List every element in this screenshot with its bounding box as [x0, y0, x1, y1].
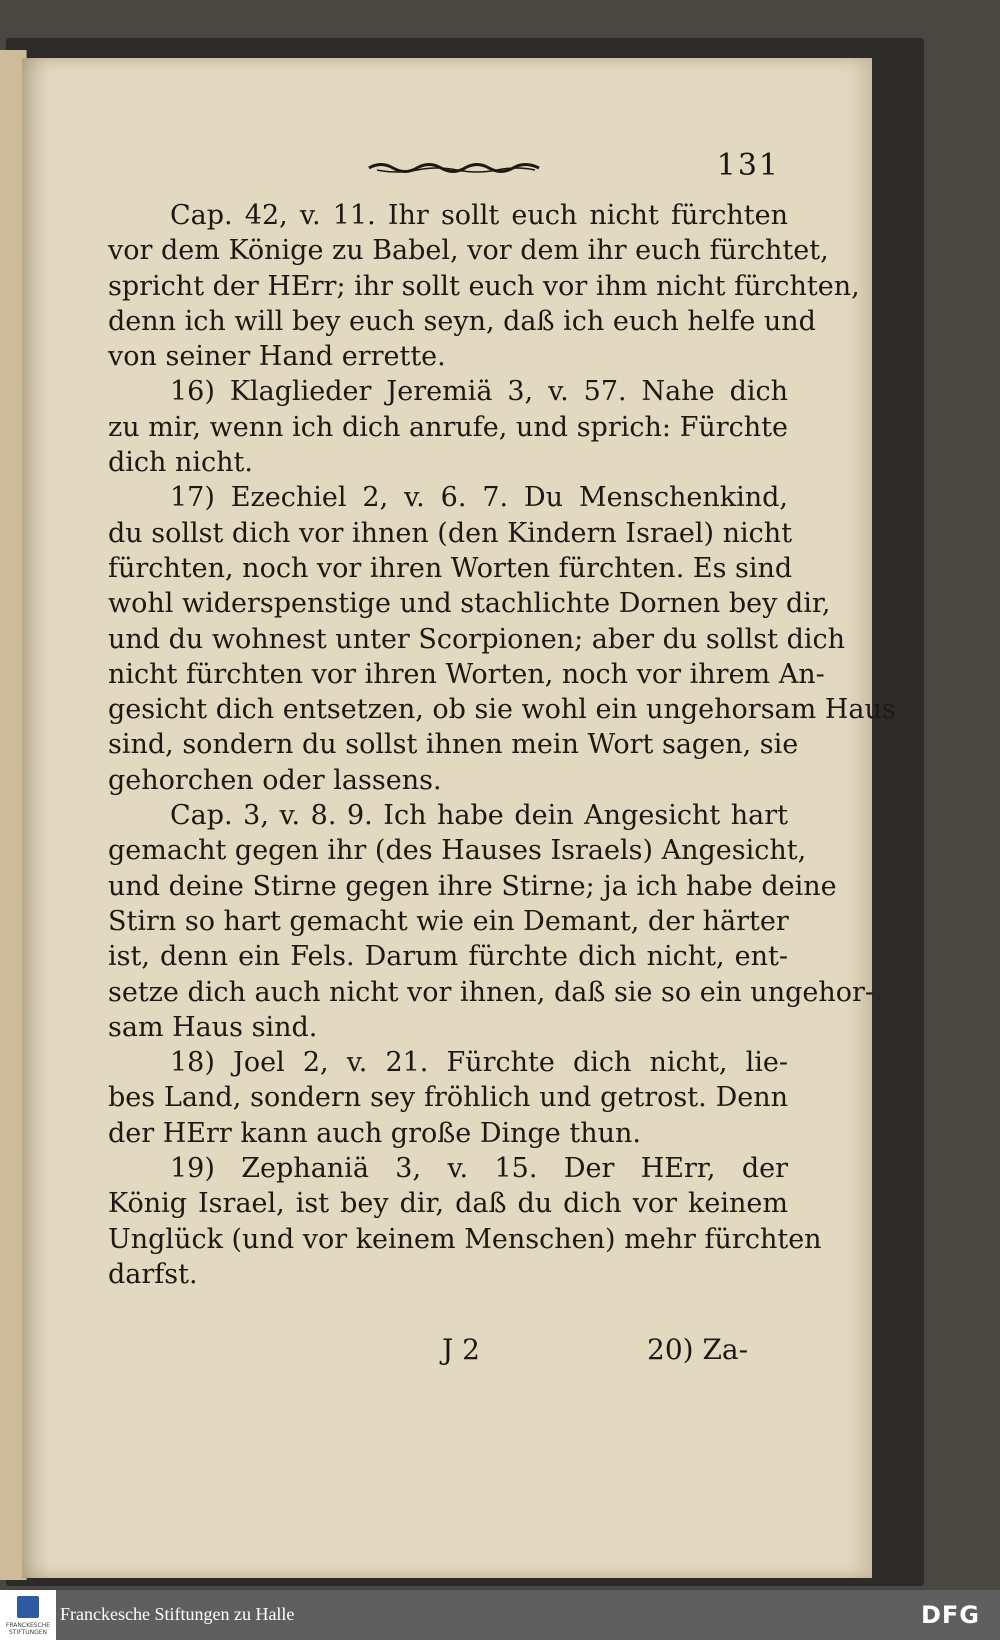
text-line: dich nicht. — [108, 447, 253, 479]
text-line: Unglück (und vor keinem Menschen) mehr fürchten — [108, 1223, 822, 1255]
funder-logo[interactable]: DFG — [920, 1601, 980, 1629]
text-line: König Israel, ist bey dir, daß du dich vor keinem — [108, 1188, 788, 1220]
text-line: du sollst dich vor ihnen (den Kindern Israel) nicht — [108, 517, 793, 549]
logo-icon — [17, 1596, 39, 1618]
text-line: gehorchen oder lassens. — [108, 764, 442, 796]
text-line: wohl widerspenstige und stachlichte Dornen bey dir, — [108, 588, 831, 620]
logo-text: FRANCKESCHE STIFTUNGEN — [5, 1622, 51, 1636]
text-line: gemacht gegen ihr (des Hauses Israels) Angesicht, — [108, 835, 807, 867]
text-line: bes Land, sondern sey fröhlich und getrost. Denn — [108, 1082, 788, 1114]
text-line: sam Haus sind. — [108, 1011, 318, 1043]
text-line: nicht fürchten vor ihren Worten, noch vor ihrem An- — [108, 658, 825, 690]
text-line: 18) Joel 2, v. 21. Fürchte dich nicht, lie- — [170, 1047, 788, 1079]
text-line: fürchten, noch vor ihren Worten fürchten. Es sind — [108, 552, 793, 584]
text-line: setze dich auch nicht vor ihnen, daß sie so ein ungehor- — [108, 976, 875, 1008]
catchword: 20) Za- — [647, 1333, 749, 1366]
page-number: 131 — [716, 148, 780, 183]
text-line: gesicht dich entsetzen, ob sie wohl ein ungehorsam Haus — [108, 694, 896, 726]
text-line: und du wohnest unter Scorpionen; aber du sollst dich — [108, 623, 846, 655]
text-line: 16) Klaglieder Jeremiä 3, v. 57. Nahe dich — [170, 376, 788, 408]
text-line: vor dem Könige zu Babel, vor dem ihr euch fürchtet, — [108, 235, 829, 267]
text-line: sind, sondern du sollst ihnen mein Wort sagen, sie — [108, 729, 799, 761]
text-line: der HErr kann auch große Dinge thun. — [108, 1117, 641, 1149]
page-fold-shadow — [22, 58, 50, 1578]
text-line: Cap. 42, v. 11. Ihr sollt euch nicht fürchten — [170, 200, 788, 231]
header-ornament — [367, 158, 542, 176]
page-text — [108, 198, 896, 1292]
text-line: zu mir, wenn ich dich anrufe, und sprich: Fürchte — [108, 411, 788, 443]
text-line: von seiner Hand errette. — [108, 341, 446, 373]
institution-logo[interactable] — [0, 1590, 56, 1640]
text-line: spricht der HErr; ihr sollt euch vor ihm nicht fürchten, — [108, 270, 860, 302]
text-line: darfst. — [108, 1258, 198, 1290]
text-line: 17) Ezechiel 2, v. 6. 7. Du Menschenkind, — [170, 482, 788, 514]
text-line: denn ich will bey euch seyn, daß ich euch helfe und — [108, 305, 816, 337]
text-line: Stirn so hart gemacht wie ein Demant, der härter — [108, 905, 789, 937]
text-line: Cap. 3, v. 8. 9. Ich habe dein Angesicht hart — [170, 800, 788, 832]
book-page — [22, 58, 896, 1578]
text-line: 19) Zephaniä 3, v. 15. Der HErr, der — [170, 1153, 788, 1185]
footer-bar — [0, 1590, 1000, 1640]
signature-mark: J 2 — [442, 1333, 480, 1366]
text-line: und deine Stirne gegen ihre Stirne; ja ich habe deine — [108, 870, 837, 902]
institution-name[interactable]: Franckesche Stiftungen zu Halle — [60, 1604, 295, 1624]
text-line: ist, denn ein Fels. Darum fürchte dich nicht, ent- — [108, 941, 788, 973]
